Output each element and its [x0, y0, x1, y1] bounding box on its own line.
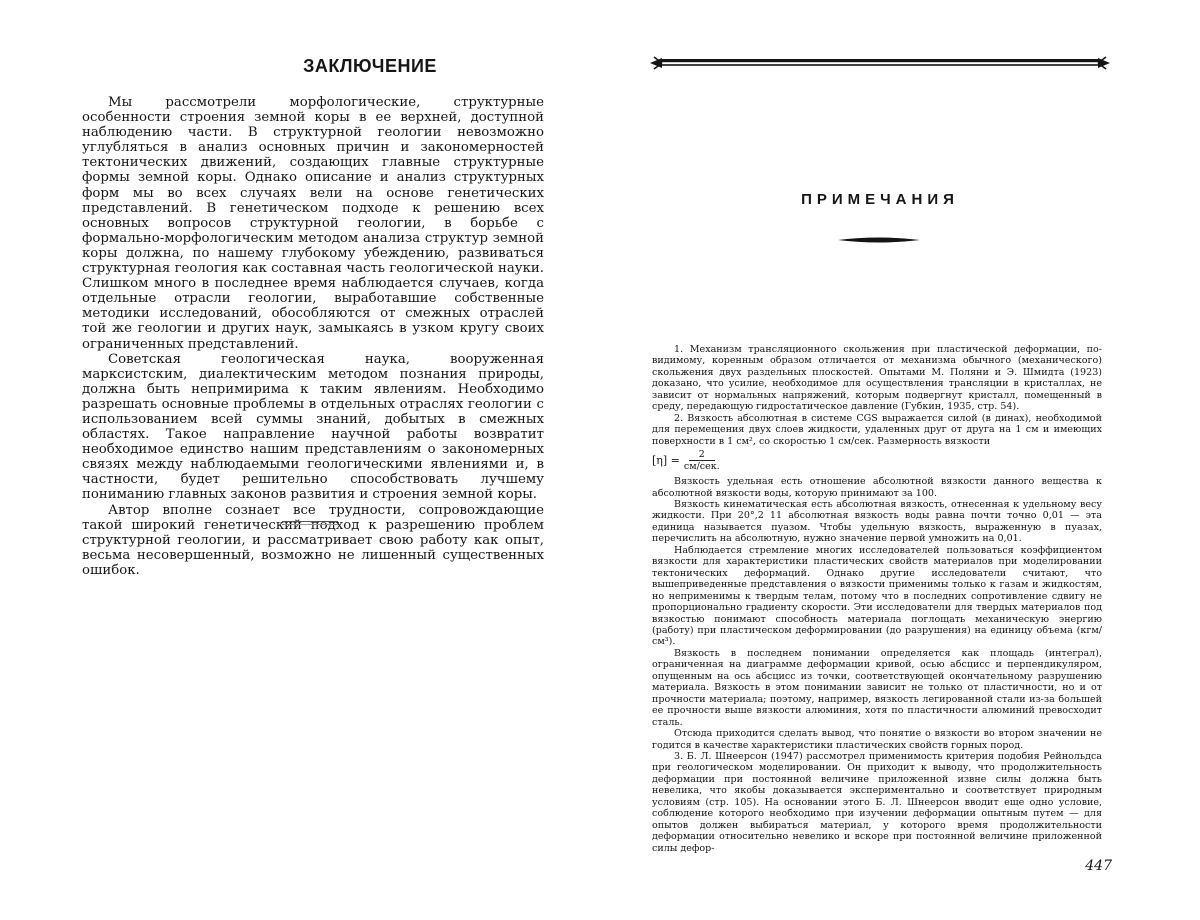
page-number: 447: [1085, 858, 1112, 874]
note-paragraph: Вязкость в последнем понимании определяется как площадь (интеграл), ограниченная на диаграмме деформации кривой, осью абсцисс и перпендикуляром, опущенным на ось абсцисс из точки, соответствующей окончательному разрушению материала. Вязкость в этом понимании зависит не только от пластичности, но и от прочности материала; поэтому, например, вязкость легированной стали из-за большей ее прочности выше вязкости алюминия, хотя по пластичности алюминий превосходит сталь.: [652, 647, 1102, 728]
end-ornament: [282, 521, 338, 525]
conclusion-paragraph: Мы рассмотрели морфологические, структурные особенности строения земной коры в ее верхней, доступной наблюдению части. В структурной геологии невозможно углубляться в анализ основных причин и закономерностей тектонических движений, создающих главные структурные формы земной коры. Однако описание и анализ структурных форм мы во всех случаях вели на основе генетических представлений. В генетическом подходе к решению всех основных вопросов структурной геологии, в борьбе с формально-морфологическим методом анализа структур земной коры должна, по нашему глубокому убеждению, развиваться структурная геология как составная часть геологической науки. Слишком много в последнее время наблюдается случаев, когда отдельные отрасли геологии, выработавшие собственные методики исследований, обособляются от смежных отраслей той же геологии и других наук, замыкаясь в узком кругу своих ограниченных представлений.: [82, 95, 544, 352]
formula-numerator: 2: [689, 450, 715, 461]
conclusion-body: [82, 95, 544, 578]
note-paragraph: Отсюда приходится сделать вывод, что понятие о вязкости во втором значении не годится в качестве характеристики пластических свойств горных пород.: [652, 728, 1102, 751]
formula-denominator: см/сек.: [683, 461, 720, 473]
note-paragraph: Наблюдается стремление многих исследователей пользоваться коэффициентом вязкости для характеристики пластических свойств материалов при моделировании тектонических деформаций. Однако другие исследователи считают, что вышеприведенные представления о вязкости применимы только к газам и жидкостям, но неприменимы к твердым телам, потому что в последних сопротивление сдвигу не пропорционально градиенту скорости. Эти исследователи для твердых материалов под вязкостью понимают способность материала поглощать механическую энергию (работу) при пластическом деформировании (до разрушения) на единицу объема (кгм/см³).: [652, 544, 1102, 648]
conclusion-heading: ЗАКЛЮЧЕНИЕ: [303, 56, 437, 76]
heading-ornament: [838, 236, 920, 244]
note-paragraph: 2. Вязкость абсолютная в системе CGS выражается силой (в динах), необходимой для перемещения двух слоев жидкости, удаленных друг от друга на 1 см и имеющих поверхности в 1 см², со скоростью 1 см/сек. Размерность вязкости: [652, 412, 1102, 447]
note-paragraph: Вязкость удельная есть отношение абсолютной вязкости данного вещества к абсолютной вязкости воды, которую принимают за 100.: [652, 476, 1102, 499]
note-paragraph: 1. Механизм трансляционного скольжения при пластической деформации, по-видимому, коренным образом отличается от механизма обычного (механического) скольжения двух раздельных плоскостей. Опытами М. Поляни и Э. Шмидта (1923) доказано, что усилие, необходимое для осуществления трансляции в кристаллах, не зависит от нормальных напряжений, которым подвергнут кристалл, помещенный в среду, передающую гидростатическое давление (Губкин, 1935, стр. 54).: [652, 344, 1102, 413]
decorative-header-rule: [650, 55, 1110, 71]
notes-heading: ПРИМЕЧАНИЯ: [801, 191, 959, 208]
viscosity-formula: [652, 448, 1102, 474]
note-paragraph: Вязкость кинематическая есть абсолютная вязкость, отнесенная к удельному весу жидкости. При 20°,2 11 абсолютная вязкость воды равна почти точно 0,01 — эта единица называется пуазом. Чтобы удельную вязкость, выраженную в пуазах, перечислить на абсолютную, нужно значение первой умножить на 0,01.: [652, 498, 1102, 545]
note-paragraph: 3. Б. Л. Шнеерсон (1947) рассмотрел применимость критерия подобия Рейнольдса при геологическом моделировании. Он приходит к выводу, что продолжительность деформации при постоянной величине приложенной извне силы должна быть невелика, что якобы доказывается экспериментально и соответствует природным условиям (стр. 105). На основании этого Б. Л. Шнеерсон вводит еще одно условие, соблюдение которого необходимо при изучении деформации опытным путем — для опытов должен выбираться материал, у которого время продолжительности деформации относительно невелико и вскоре при постоянной величине приложенной силы дефор-: [652, 750, 1102, 854]
formula-lhs: [η] =: [652, 454, 680, 468]
formula-fraction: [684, 450, 720, 472]
conclusion-paragraph: Советская геологическая наука, вооруженная марксистским, диалектическим методом познания природы, должна быть непримирима к таким явлениям. Необходимо разрешать основные проблемы в отдельных отраслях геологии с использованием всей суммы знаний, добытых в смежных областях. Такое направление научной работы возвратит необходимое единство нашим представлениям о закономерных связях между наблюдаемыми геологическими явлениями и, в частности, будет решительно способствовать лучшему пониманию главных законов развития и строения земной коры.: [82, 351, 544, 503]
notes-body: [652, 344, 1102, 854]
conclusion-paragraph: Автор вполне сознает все трудности, сопровождающие такой широкий генетический подход к разрешению проблем структурной геологии, и рассматривает свою работу как опыт, весьма несовершенный, возможно не лишенный существенных ошибок.: [82, 502, 544, 578]
